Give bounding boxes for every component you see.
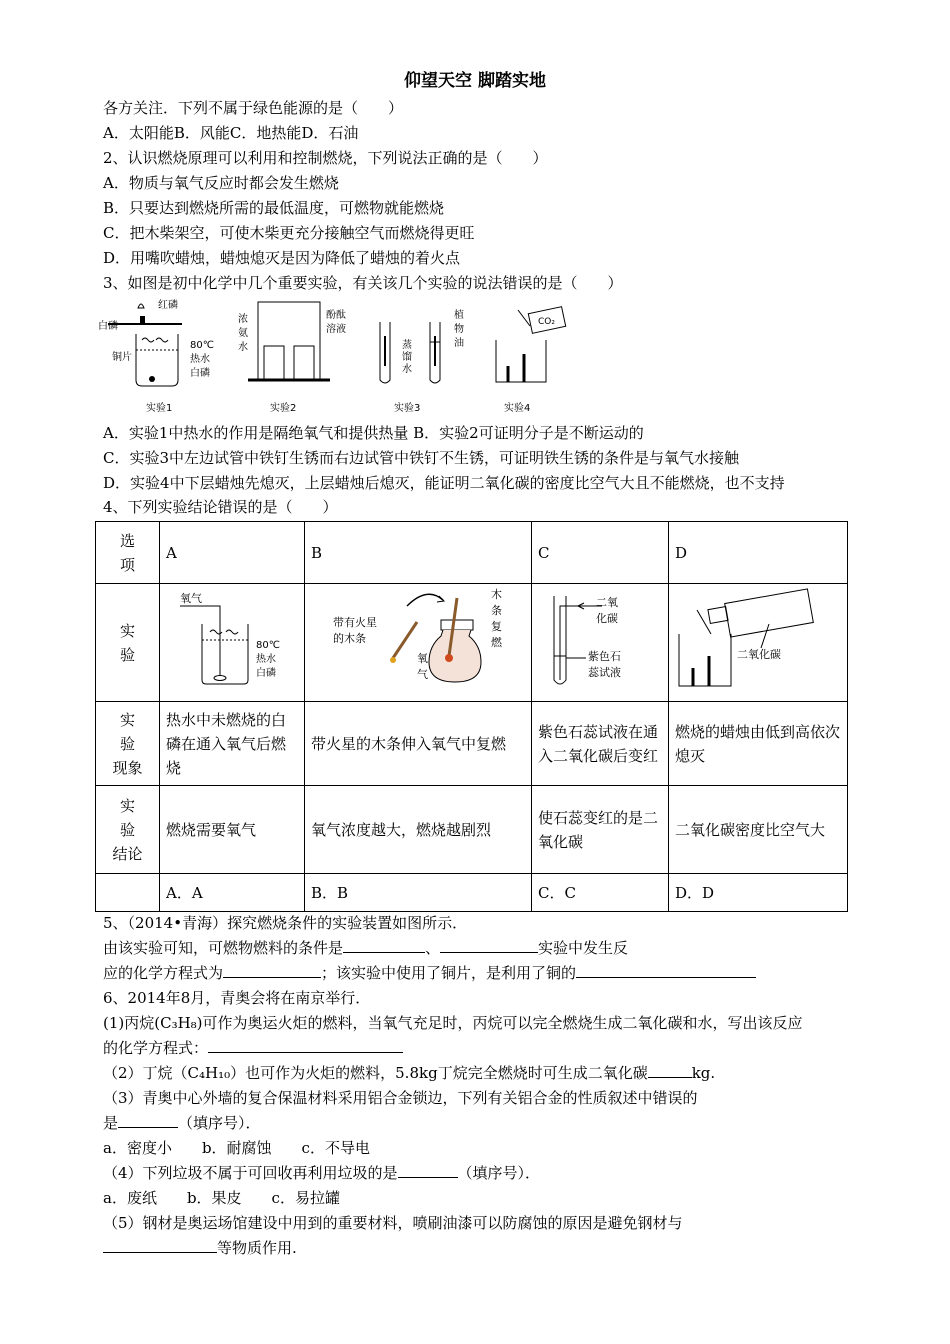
q4-conclusion-c: 使石蕊变红的是二氧化碳 (532, 786, 669, 874)
exp1-label-tongpian: 铜片 (112, 352, 132, 363)
q4-figure-c (532, 584, 669, 702)
q4b-label-rk-4: 燃 (491, 636, 502, 649)
q4-header-phenomenon: 实 验 现象 (96, 702, 160, 786)
q4b-label-rk-2: 条 (491, 604, 502, 617)
exp3-label-wu: 物 (454, 324, 464, 335)
q4a-label-water: 热水 (256, 654, 276, 665)
q2-stem: 2、认识燃烧原理可以利用和控制燃烧，下列说法正确的是（ ） (103, 149, 548, 167)
exp3-label-you: 油 (454, 338, 464, 349)
q4d-label-co2: 二氧化碳 (737, 648, 781, 661)
q6-blank-1[interactable] (208, 1038, 403, 1053)
q4c-label-co2-2: 化碳 (596, 612, 618, 625)
q6-part2: （2）丁烷（C₄H₁₀）也可作为火炬的燃料，5.8kg丁烷完全燃烧时可生成二氧化碳 kg. (103, 1064, 716, 1082)
q6-part3-options: a．密度小 b．耐腐蚀 c．不导电 (103, 1139, 370, 1157)
q2-option-c: C．把木柴架空，可使木柴更充分接触空气而燃烧得更旺 (103, 224, 475, 242)
exp4-caption: 实验4 (504, 403, 531, 414)
q4-stem: 4、下列实验结论错误的是（ ） (103, 498, 338, 516)
q4b-label-rk-3: 复 (491, 620, 502, 633)
q4-conclusion-a: 燃烧需要氧气 (160, 786, 305, 874)
exp2-caption: 实验2 (270, 403, 297, 414)
q4-col-a: A (160, 522, 305, 584)
exp1-figure (98, 298, 214, 414)
q4c-label-co2-1: 二氧 (596, 596, 618, 609)
exp2-label-fenzhi: 酚酞 (326, 310, 346, 321)
q4b-label-stick-2: 的木条 (333, 632, 366, 645)
q6-part3-line2: 是 （填序号）． (103, 1114, 261, 1132)
q4-conclusion-d: 二氧化碳密度比空气大 (669, 786, 848, 874)
q4b-label-stick-1: 带有火星 (333, 616, 377, 629)
exp1-label-bailing2: 白磷 (190, 368, 210, 379)
q4-row-phenomena (96, 702, 848, 786)
q4-col-d: D (669, 522, 848, 584)
exp1-label-hongling: 红磷 (158, 300, 178, 311)
q6-part5-line2: 等物质作用. (103, 1237, 297, 1259)
exp2-label-nong: 浓 (238, 314, 248, 325)
q6-part4: （4）下列垃圾不属于可回收再利用垃圾的是 （填序号）． (103, 1164, 541, 1182)
exp3-label-liu: 馏 (402, 352, 412, 363)
exp2-label-rongye: 溶液 (326, 324, 346, 335)
q4a-label-oxygen: 氧气 (180, 592, 202, 605)
q5-blank-1[interactable] (343, 938, 425, 953)
page-title: 仰望天空 脚踏实地 (404, 71, 546, 91)
exp3-label-shui: 水 (402, 364, 412, 375)
q6-part1-line1: (1)丙烷(C₃H₈)可作为奥运火炬的燃料，当氧气充足时，丙烷可以完全燃烧生成二氧化碳和水，写出该反应 (103, 1014, 803, 1032)
q4-answer-d: D．D (669, 874, 848, 912)
q4-figure-d (669, 584, 848, 702)
q4-row-answers (96, 874, 848, 912)
q5-blank-4[interactable] (576, 963, 756, 978)
q4-answer-a: A．A (160, 874, 305, 912)
q2-option-b: B．只要达到燃烧所需的最低温度，可燃物就能燃烧 (103, 199, 445, 217)
q4-row-options (96, 522, 848, 584)
q4-answer-c: C．C (532, 874, 669, 912)
q6-blank-5[interactable] (103, 1238, 217, 1253)
q4-table (95, 521, 848, 912)
q4-row-conclusions (96, 786, 848, 874)
q4-phenomenon-d: 燃烧的蜡烛由低到高依次熄灭 (669, 702, 848, 786)
q6-blank-4[interactable] (398, 1163, 458, 1178)
q4-answer-b: B．B (305, 874, 532, 912)
q4-phenomenon-c: 紫色石蕊试液在通入二氧化碳后变红 (532, 702, 669, 786)
q4c-label-litmus-2: 蕊试液 (588, 666, 621, 679)
q4b-label-rk-1: 木 (491, 588, 502, 601)
exp3-label-zhi: 植 (454, 310, 464, 321)
q6-part5-line1: （5）钢材是奥运场馆建设中用到的重要材料，喷刷油漆可以防腐蚀的原因是避免钢材与 (103, 1214, 683, 1232)
q4-figure-b (305, 584, 532, 702)
q6-stem: 6、2014年8月，青奥会将在南京举行． (103, 989, 371, 1007)
q6-part1-line2: 的化学方程式： (103, 1037, 403, 1059)
exp3-caption: 实验3 (394, 403, 421, 414)
q4b-label-oxygen-1: 氧 (417, 652, 428, 665)
exp1-label-bailing: 白磷 (98, 321, 118, 332)
q4-col-c: C (532, 522, 669, 584)
exp3-figure (380, 308, 464, 414)
exp1-caption: 实验1 (146, 403, 173, 414)
q5-line1: 由该实验可知，可燃物燃料的条件是 、 实验中发生反 (103, 939, 629, 957)
exp1-label-reshui: 热水 (190, 354, 210, 365)
q4-conclusion-b: 氧气浓度越大，燃烧越剧烈 (305, 786, 532, 874)
q3-experiment-figure (98, 296, 568, 416)
exp2-figure (238, 302, 346, 414)
q4-col-b: B (305, 522, 532, 584)
q4-header-experiment: 实 验 (96, 584, 160, 702)
q4-header-conclusion: 实 验 结论 (96, 786, 160, 874)
q6-part4-options: a．废纸 b．果皮 c．易拉罐 (103, 1189, 340, 1207)
q1-stem: 各方关注．下列不属于绿色能源的是（ ） (103, 99, 404, 117)
q4a-label-phos: 白磷 (256, 668, 276, 679)
q3-option-d: D．实验4中下层蜡烛先熄灭，上层蜡烛后熄灭，能证明二氧化碳的密度比空气大且不能燃烧，也不支持 (103, 474, 785, 492)
q1-options: A．太阳能B．风能C．地热能D．石油 (103, 124, 359, 142)
q4-row-figures (96, 584, 848, 702)
q6-blank-2[interactable] (648, 1063, 692, 1078)
q3-option-ab: A．实验1中热水的作用是隔绝氧气和提供热量 B．实验2可证明分子是不断运动的 (103, 424, 644, 442)
q4-phenomenon-a: 热水中未燃烧的白磷在通入氧气后燃烧 (160, 702, 305, 786)
q3-stem: 3、如图是初中化学中几个重要实验，有关该几个实验的说法错误的是（ ） (103, 274, 623, 292)
exp2-label-an: 氨 (238, 328, 248, 339)
q5-stem: 5、（2014•青海）探究燃烧条件的实验装置如图所示． (103, 914, 468, 932)
q4b-label-oxygen-2: 气 (417, 668, 428, 681)
exp1-label-temp: 80℃ (190, 340, 214, 351)
q4-figure-a (160, 584, 305, 702)
q2-option-d: D．用嘴吹蜡烛，蜡烛熄灭是因为降低了蜡烛的着火点 (103, 249, 461, 267)
q5-line2: 应的化学方程式为 ；该实验中使用了铜片，是利用了铜的 (103, 962, 756, 984)
q4a-label-temp: 80℃ (256, 640, 280, 651)
q4-header-option: 选 项 (96, 522, 160, 584)
exp4-label-co2: CO₂ (538, 317, 555, 327)
q5-blank-2[interactable] (440, 938, 538, 953)
q6-blank-3[interactable] (118, 1113, 178, 1128)
q4c-label-litmus-1: 紫色石 (588, 650, 621, 663)
q4-phenomenon-b: 带火星的木条伸入氧气中复燃 (305, 702, 532, 786)
q3-option-c: C．实验3中左边试管中铁钉生锈而右边试管中铁钉不生锈，可证明铁生锈的条件是与氧气水接触 (103, 449, 740, 467)
exp2-label-shui: 水 (238, 342, 248, 353)
exp4-figure (496, 307, 566, 414)
q5-blank-3[interactable] (223, 963, 321, 978)
q2-option-a: A．物质与氧气反应时都会发生燃烧 (103, 174, 339, 192)
exp3-label-zheng: 蒸 (402, 340, 412, 351)
q6-part3-line1: （3）青奥中心外墙的复合保温材料采用铝合金锁边，下列有关铝合金的性质叙述中错误的 (103, 1089, 698, 1107)
